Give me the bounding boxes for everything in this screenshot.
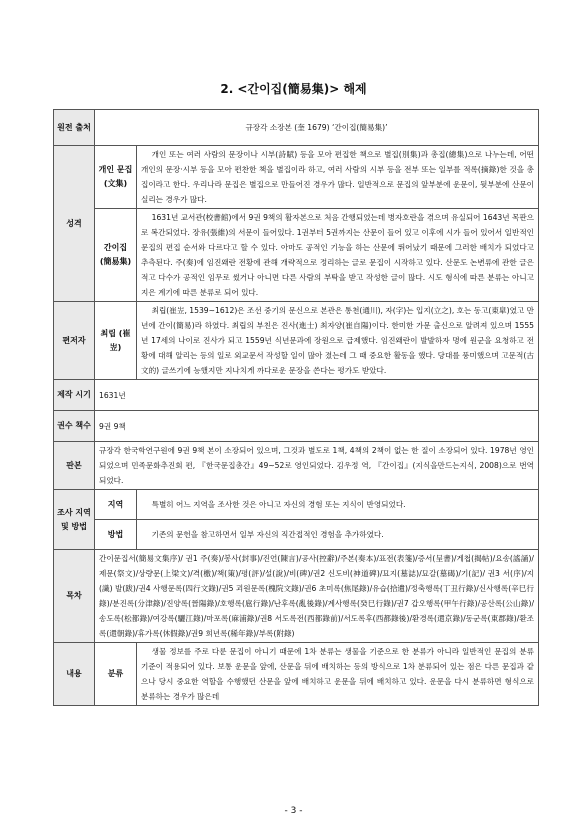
personal-collection-text: 개인 또는 여러 사람의 문장이나 시부(詩賦) 등을 모아 편집한 책으로 별집(別集)과 총집(總集)으로 나누는데, 어떤 개인의 문장·시부 등을 모아 편찬한 책을 별집이라 하고, 여러 사람의 시부 등을 전부 또는 일부를 적록(摘錄)한 것을 총집이라고 한다. 우리나라 문집은 별집으로 만들어진 경우가 많다. 일반적으로 문집의 앞부분에 운문이, 뒷부분에 산문이 실리는 경우가 많다. <box>137 146 539 209</box>
page-number: - 3 - <box>284 806 303 816</box>
label-edition: 판본 <box>54 442 95 490</box>
content-text: 생물 정보를 주로 다룬 문집이 아니기 때문에 1차 분류는 생물을 기준으로 한 분류가 아니라 일반적인 문집의 분류 기준이 적용되어 있다. 보통 운문을 앞에, 산문을 뒤에 배치하는 등의 방식으로 1차 분류되어 있는 점은 다른 문집과 같으나 당시 중요한 역할을 수행했던 산문을 앞에 배치하고 운문을 뒤에 배치하고 있다. 운문을 다시 분류하면 형식으로 분류하는 경우가 많은데 <box>137 643 539 706</box>
toc-text: 간이문집서(簡易文集序)/ 권1 주(奏)/봉사(封事)/진언(陳言)/공사(控辭)/주본(奏本)/표전(表箋)/증서(呈書)/게첩(揭帖)/요송(謠誦)/제문(祭文)/상량문(上梁文)/격(檄)/책(策)/평(評)/설(說)/비(碑)/권2 신도비(神道碑)/묘지(墓誌)/묘갈(墓碣)/기(記)/ 권3 서(序)/지(識) 발(跋)/권4 사행문록(四行文錄)/권5 괴원문록(槐院文錄)/권6 초미록(焦尾錄)/유습(拾遺)/정축행록(丁丑行錄)/신사행록(辛巳行錄)/분진록(分津錄)/진양록(晉陽錄)/호행록(扈行錄)/난후록(亂後錄)/계사행록(癸巳行錄)/권7 갑오행록(甲午行錄)/공산록(公山錄)/송도록(松都錄)/여강록(驪江錄)/마포록(麻浦錄)/권8 서도록전(西都錄前)/서도록후(西都錄後)/환경록(還京錄)/동군록(東郡錄)/환조록(還朝錄)/휴가록(休假錄)/권9 희년록(稀年錄)/부록(附錄) <box>95 550 539 643</box>
label-personal-collection: 개인 문집 (文集) <box>95 146 137 209</box>
row-year <box>54 380 539 411</box>
row-author <box>54 302 539 380</box>
label-volumes: 권수 책수 <box>54 411 95 442</box>
label-survey: 조사 지역 및 방법 <box>54 490 95 550</box>
region-text: 특별히 어느 지역을 조사한 것은 아니고 자신의 경험 또는 지식이 반영되었다. <box>137 490 539 520</box>
row-edition <box>54 442 539 490</box>
label-toc: 목차 <box>54 550 95 643</box>
label-nature: 성격 <box>54 146 95 302</box>
author-text: 최립(崔岦, 1539~1612)은 조선 중기의 문신으로 본관은 통천(通川), 자(字)는 입지(立之), 호는 동고(東皐)였고 만년에 간이(簡易)라 하였다. 최립의 부친은 진사(進士) 최자양(崔自陽)이다. 한미한 가문 출신으로 알려져 있으며 1555년 17세의 나이로 진사가 되고 1559년 식년문과에 장원으로 급제했다. 임진왜란이 발발하자 명에 원군을 요청하고 전황에 대해 알리는 등의 일로 외교문서 작성할 일이 많아 졌는데 그 때 중요한 활동을 했다. 당대를 풍미했으며 고문적(古文的) 글쓰기에 능했지만 지나치게 까다로운 문장을 쓴다는 평가도 받았다. <box>137 302 539 380</box>
row-nature-book <box>54 209 539 302</box>
document-title: 2. <간이집(簡易集)> 해제 <box>220 82 367 96</box>
label-original-source: 원전 출처 <box>54 110 95 146</box>
label-author: 편저자 <box>54 302 95 380</box>
row-survey-method <box>54 520 539 550</box>
row-volumes <box>54 411 539 442</box>
label-ganijip: 간이집 (簡易集) <box>95 209 137 302</box>
label-region: 지역 <box>95 490 137 520</box>
row-content <box>54 643 539 706</box>
row-survey-region <box>54 490 539 520</box>
label-method: 방법 <box>95 520 137 550</box>
year-text: 1631년 <box>95 380 539 411</box>
ganijip-text: 1631년 교서관(校書館)에서 9권 9책의 활자본으로 처음 간행되었는데 병자호란을 겪으며 유실되어 1643년 목판으로 복간되었다. 장유(張維)의 서문이 들어있다. 1권부터 5권까지는 산문이 들어 있고 이후에 시가 들어 있어서 일반적인 문집의 편집 순서와 다르다고 할 수 있다. 아마도 공적인 기능을 하는 산문에 뛰어났기 때문에 그러한 배치가 되었다고 추측된다. 주(奏)에 임진왜란 전황에 관해 개략적으로 정리하는 글로 문집이 시작하고 있다. 산문도 논변류에 관한 글은 적고 다수가 공적인 임무로 썼거나 아니면 다른 사람의 부탁을 받고 작성한 글이 많다. 시도 형식에 따른 분류는 아니고 지은 계기에 따른 분류로 되어 있다. <box>137 209 539 302</box>
method-text: 기존의 문헌을 참고하면서 일부 자신의 직간접적인 경험을 추가하였다. <box>137 520 539 550</box>
summary-table <box>53 109 539 706</box>
row-toc <box>54 550 539 643</box>
label-classification: 분류 <box>95 643 137 706</box>
label-content: 내용 <box>54 643 95 706</box>
volumes-text: 9권 9책 <box>95 411 539 442</box>
original-source-text: 규장각 소장본 (奎 1679) ‘간이집(簡易集)’ <box>95 110 539 146</box>
edition-text: 규장각 한국학연구원에 9권 9책 본이 소장되어 있으며, 그것과 별도로 1책, 4책의 2책이 없는 한 질이 소장되어 있다. 1978년 영인되었으며 민족문화추진회 편, 『한국문집총간』49~52로 영인되었다. 김우정 역, 『간이집』(지식을만드는지식, 2008)으로 번역되었다. <box>95 442 539 490</box>
author-name: 최립 (崔岦) <box>95 302 137 380</box>
row-nature-personal <box>54 146 539 209</box>
row-original-source <box>54 110 539 146</box>
label-year: 제작 시기 <box>54 380 95 411</box>
